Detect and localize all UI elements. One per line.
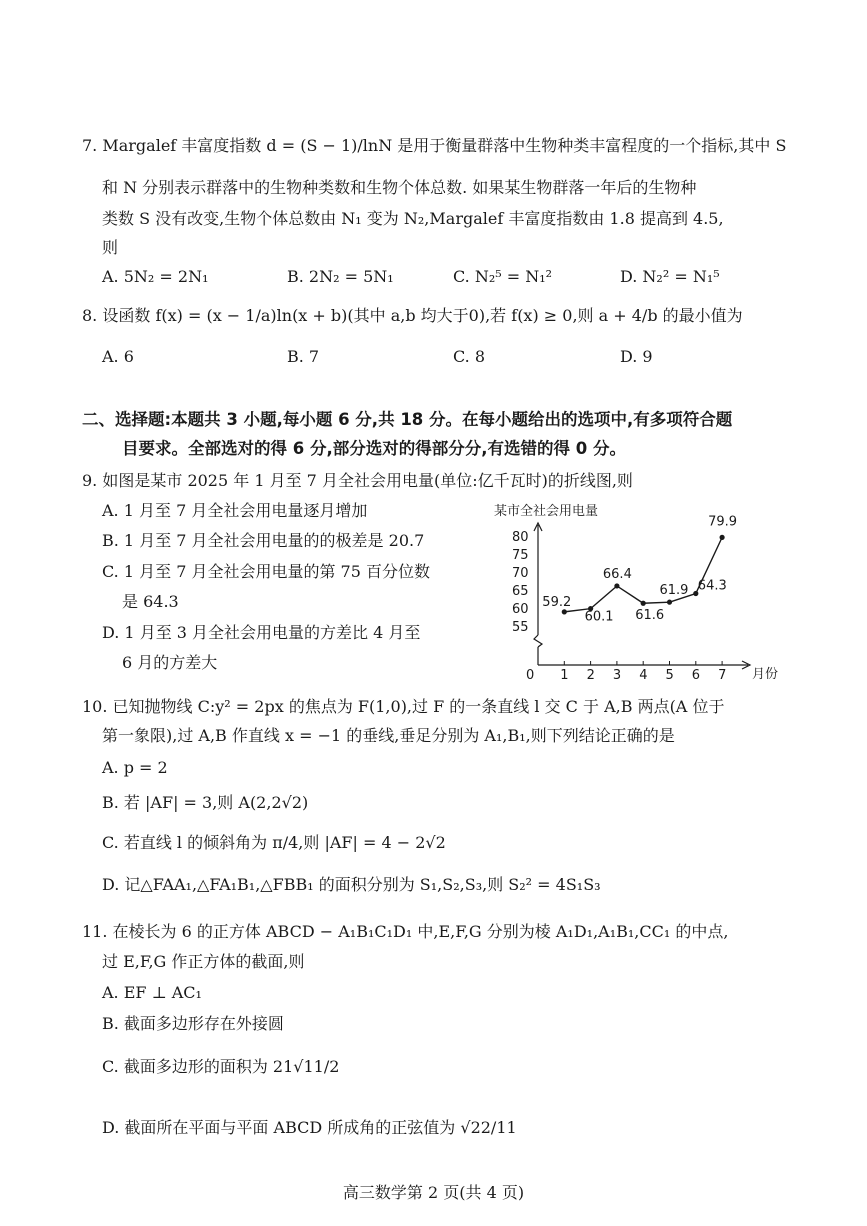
data-label: 66.4	[602, 566, 632, 582]
x-tick-label: 5	[665, 668, 674, 683]
q11-option-c: C. 截面多边形的面积为 21√11/2	[102, 1057, 340, 1076]
q8-option-b: B. 7	[287, 347, 320, 366]
data-point	[562, 609, 567, 614]
q10-option-a: A. p = 2	[102, 758, 168, 777]
y-tick-label: 55	[512, 620, 529, 635]
q10-line2: 第一象限),过 A,B 作直线 x = −1 的垂线,垂足分别为 A₁,B₁,则下列结论正确的是	[102, 726, 675, 745]
q7-option-a: A. 5N₂ = 2N₁	[102, 267, 209, 286]
y-tick-label: 80	[512, 530, 529, 545]
x-tick-label: 6	[691, 668, 701, 683]
data-point	[667, 600, 672, 605]
y-tick-label: 70	[512, 566, 529, 581]
q11-option-a: A. EF ⊥ AC₁	[102, 983, 202, 1002]
q7-option-d: D. N₂² = N₁⁵	[620, 267, 720, 286]
data-label: 64.3	[697, 578, 727, 594]
q11-line1: 11. 在棱长为 6 的正方体 ABCD − A₁B₁C₁D₁ 中,E,F,G 分别为棱 A₁D₁,A₁B₁,CC₁ 的中点,	[82, 922, 729, 941]
q11-line2: 过 E,F,G 作正方体的截面,则	[102, 952, 305, 971]
x-tick-label: 2	[586, 668, 595, 683]
q7-line1: 7. Margalef 丰富度指数 d = (S − 1)/lnN 是用于衡量群落中生物种类丰富程度的一个指标,其中 S	[82, 136, 787, 155]
data-label: 61.9	[659, 583, 689, 599]
q8-line1: 8. 设函数 f(x) = (x − 1/a)ln(x + b)(其中 a,b 均大于0),若 f(x) ≥ 0,则 a + 4/b 的最小值为	[82, 306, 743, 325]
q8-option-a: A. 6	[102, 347, 134, 366]
q9-option-a: A. 1 月至 7 月全社会用电量逐月增加	[102, 501, 368, 520]
electricity-line-chart	[490, 497, 790, 687]
q7-option-b: B. 2N₂ = 5N₁	[287, 267, 394, 286]
q10-option-d: D. 记△FAA₁,△FA₁B₁,△FBB₁ 的面积分别为 S₁,S₂,S₃,则 S₂² = 4S₁S₃	[102, 875, 601, 894]
data-label: 60.1	[584, 609, 614, 625]
y-tick-label: 65	[512, 584, 529, 599]
q10-option-c: C. 若直线 l 的倾斜角为 π/4,则 |AF| = 4 − 2√2	[102, 833, 446, 852]
q7-line4: 则	[102, 238, 119, 257]
q9-option-d-line2: 6 月的方差大	[122, 653, 218, 672]
chart-y-ticks	[512, 530, 529, 635]
q10-option-b: B. 若 |AF| = 3,则 A(2,2√2)	[102, 793, 309, 812]
chart-x-ticks	[526, 661, 726, 683]
data-point	[720, 535, 725, 540]
q9-line1: 9. 如图是某市 2025 年 1 月至 7 月全社会用电量(单位:亿千瓦时)的折线图,则	[82, 471, 633, 490]
q7-option-c: C. N₂⁵ = N₁²	[453, 267, 553, 286]
y-tick-label: 60	[512, 602, 529, 617]
y-axis-break	[534, 635, 542, 647]
chart-x-label: 月份	[752, 667, 779, 682]
q9-option-c-line1: C. 1 月至 7 月全社会用电量的第 75 百分位数	[102, 562, 430, 581]
x-tick-label: 4	[639, 668, 648, 683]
x-tick-label: 0	[526, 668, 535, 683]
q7-line3: 类数 S 没有改变,生物个体总数由 N₁ 变为 N₂,Margalef 丰富度指数由 1.8 提高到 4.5,	[102, 209, 724, 228]
q9-option-c-line2: 是 64.3	[122, 592, 179, 611]
y-tick-label: 75	[512, 548, 529, 563]
chart-series	[542, 514, 737, 624]
q8-option-c: C. 8	[453, 347, 486, 366]
data-label: 61.6	[635, 608, 665, 624]
chart-title: 某市全社会用电量	[494, 504, 599, 519]
data-point	[614, 583, 619, 588]
q7-line2: 和 N 分别表示群落中的生物种类数和生物个体总数. 如果某生物群落一年后的生物种	[102, 178, 697, 197]
q9-option-d-line1: D. 1 月至 3 月全社会用电量的方差比 4 月至	[102, 623, 421, 642]
q10-line1: 10. 已知抛物线 C:y² = 2px 的焦点为 F(1,0),过 F 的一条直线 l 交 C 于 A,B 两点(A 位于	[82, 697, 725, 716]
data-point	[641, 601, 646, 606]
x-tick-label: 1	[560, 668, 569, 683]
q9-option-b: B. 1 月至 7 月全社会用电量的的极差是 20.7	[102, 531, 425, 550]
x-tick-label: 3	[612, 668, 622, 683]
data-label: 59.2	[542, 594, 572, 610]
section2-heading-line1: 二、选择题:本题共 3 小题,每小题 6 分,共 18 分。在每小题给出的选项中,有多项符合题	[82, 410, 733, 429]
q11-option-b: B. 截面多边形存在外接圆	[102, 1014, 284, 1033]
section2-heading-line2: 目要求。全部选对的得 6 分,部分选对的得部分分,有选错的得 0 分。	[122, 439, 626, 458]
x-tick-label: 7	[718, 668, 727, 683]
q8-option-d: D. 9	[620, 347, 653, 366]
q11-option-d: D. 截面所在平面与平面 ABCD 所成角的正弦值为 √22/11	[102, 1118, 517, 1137]
data-label: 79.9	[708, 514, 738, 530]
page-footer: 高三数学第 2 页(共 4 页)	[342, 1183, 525, 1202]
